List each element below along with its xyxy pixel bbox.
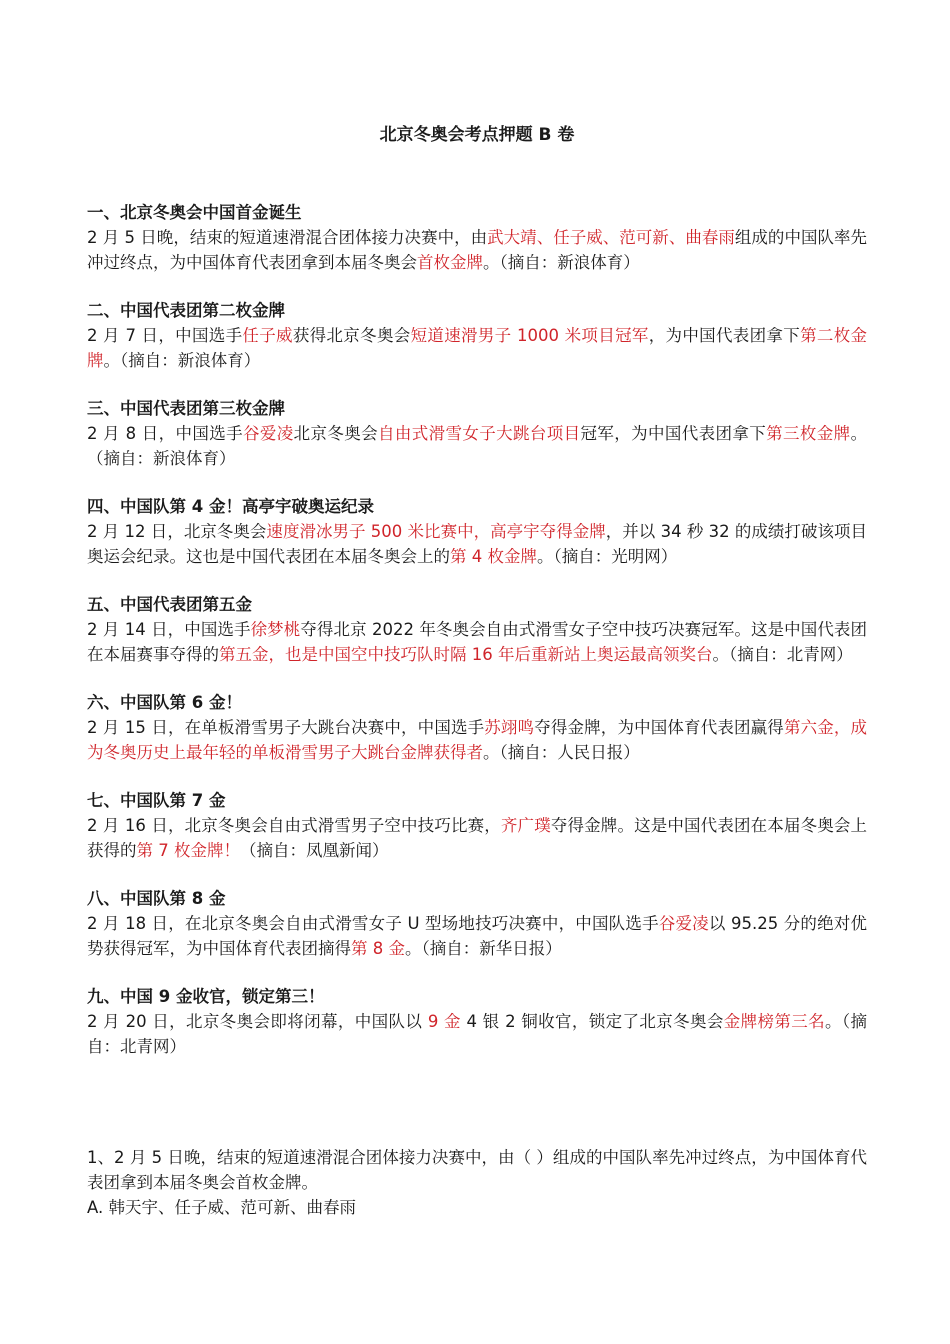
body-text: 4 银 2 铜收官，锁定了北京冬奥会 [460, 1012, 724, 1031]
highlighted-text: 第五金，也是中国空中技巧队时隔 16 年后重新站上奥运最高领奖台 [219, 645, 713, 664]
highlighted-text: 第二枚金牌 [87, 326, 868, 370]
body-text: 以 95.25 分的绝对优势获得冠军，为中国体育代表团摘得 [87, 914, 868, 958]
highlighted-text: 第 8 金 [351, 939, 405, 958]
body-text: 。（摘自：光明网） [537, 547, 678, 566]
body-text: 。（摘自：新浪体育） [87, 424, 868, 468]
body-text: 。（摘自：新浪体育） [103, 351, 261, 370]
news-section [87, 200, 867, 275]
body-text: 2 月 18 日，在北京冬奥会自由式滑雪女子 U 型场地技巧决赛中，中国队选手 [87, 914, 659, 933]
highlighted-text: 第六金，成为冬奥历史上最年轻的单板滑雪男子大跳台金牌获得者 [87, 718, 868, 762]
body-text: 2 月 14 日，中国选手 [87, 620, 251, 639]
body-text: 2 月 7 日，中国选手 [87, 326, 243, 345]
section-heading: 六、中国队第 6 金！ [87, 693, 242, 712]
highlighted-text: 第 7 枚金牌！ [136, 841, 240, 860]
body-text: 。（摘自：新华日报） [405, 939, 562, 958]
section-body [87, 421, 867, 471]
news-section [87, 984, 867, 1059]
news-section [87, 298, 867, 373]
section-body [87, 225, 867, 275]
highlighted-text: 第 4 枚金牌 [450, 547, 537, 566]
body-text: 2 月 8 日，中国选手 [87, 424, 243, 443]
section-body [87, 617, 867, 667]
section-heading: 五、中国代表团第五金 [87, 595, 252, 614]
body-text: （摘自：凤凰新闻） [240, 841, 389, 860]
highlighted-text: 谷爱凌 [242, 424, 294, 443]
news-section [87, 690, 867, 765]
body-text: 。（摘自：人民日报） [483, 743, 640, 762]
news-section [87, 788, 867, 863]
body-text: 。（摘自：北青网） [712, 645, 853, 664]
body-text: 。（摘自：北青网） [87, 1012, 868, 1056]
section-heading: 四、中国队第 4 金！高亭宇破奥运纪录 [87, 497, 374, 516]
section-heading: 七、中国队第 7 金 [87, 791, 226, 810]
highlighted-text: 速度滑冰男子 500 米比赛中，高亭宇夺得金牌 [266, 522, 606, 541]
highlighted-text: 首枚金牌 [417, 253, 483, 272]
body-text: 2 月 15 日，在单板滑雪男子大跳台决赛中，中国选手 [87, 718, 485, 737]
quiz-block [87, 1145, 867, 1220]
highlighted-text: 金牌榜第三名 [723, 1012, 826, 1031]
body-text: 组成的中国队率先冲过终点，为中国体育代表团拿到本届冬奥会 [87, 228, 868, 272]
section-heading: 八、中国队第 8 金 [87, 889, 226, 908]
section-heading: 三、中国代表团第三枚金牌 [87, 399, 285, 418]
highlighted-text: 任子威 [242, 326, 293, 345]
body-text: 夺得金牌。这是中国代表团在本届冬奥会上获得的 [87, 816, 868, 860]
body-text: 2 月 12 日，北京冬奥会 [87, 522, 267, 541]
body-text: 获得北京冬奥会 [292, 326, 411, 345]
body-text: 夺得金牌，为中国体育代表团赢得 [534, 718, 784, 737]
quiz-option-a: A. 韩天宇、任子威、范可新、曲春雨 [87, 1198, 356, 1217]
news-section [87, 396, 867, 471]
section-body [87, 715, 867, 765]
highlighted-text: 谷爱凌 [658, 914, 709, 933]
document-title: 北京冬奥会考点押题 B 卷 [379, 125, 575, 145]
body-text: 2 月 20 日，北京冬奥会即将闭幕，中国队以 [87, 1012, 428, 1031]
body-text: 。（摘自：新浪体育） [483, 253, 640, 272]
body-text: 北京冬奥会 [293, 424, 379, 443]
news-sections [87, 200, 867, 1082]
news-section [87, 494, 867, 569]
section-body [87, 911, 867, 961]
body-text: 2 月 5 日晚，结束的短道速滑混合团体接力决赛中，由 [87, 228, 488, 247]
body-text: 夺得北京 2022 年冬奥会自由式滑雪女子空中技巧决赛冠军。这是中国代表团在本届赛事夺得的 [87, 620, 868, 664]
section-body [87, 323, 867, 373]
section-heading: 二、中国代表团第二枚金牌 [87, 301, 285, 320]
highlighted-text: 武大靖、任子威、范可新、曲春雨 [487, 228, 735, 247]
highlighted-text: 9 金 [427, 1012, 461, 1031]
highlighted-text: 第三枚金牌 [766, 424, 851, 443]
highlighted-text: 徐梦桃 [250, 620, 301, 639]
highlighted-text: 齐广璞 [500, 816, 551, 835]
section-body [87, 813, 867, 863]
body-text: ，为中国代表团拿下 [648, 326, 801, 345]
body-text: 冠军，为中国代表团拿下 [580, 424, 767, 443]
highlighted-text: 自由式滑雪女子大跳台项目 [378, 424, 581, 443]
highlighted-text: 苏翊鸣 [484, 718, 535, 737]
body-text: ，并以 34 秒 32 的成绩打破该项目奥运会纪录。这也是中国代表团在本届冬奥会上的 [87, 522, 867, 566]
section-body [87, 519, 867, 569]
quiz-question: 1、2 月 5 日晚，结束的短道速滑混合团体接力决赛中，由（ ）组成的中国队率先冲过终点，为中国体育代表团拿到本届冬奥会首枚金牌。 [87, 1148, 867, 1192]
news-section [87, 592, 867, 667]
body-text: 2 月 16 日，北京冬奥会自由式滑雪男子空中技巧比赛， [87, 816, 501, 835]
highlighted-text: 短道速滑男子 1000 米项目冠军 [410, 326, 649, 345]
section-body [87, 1009, 867, 1059]
news-section [87, 886, 867, 961]
section-heading: 一、北京冬奥会中国首金诞生 [87, 203, 302, 222]
section-heading: 九、中国 9 金收官，锁定第三！ [87, 987, 325, 1006]
